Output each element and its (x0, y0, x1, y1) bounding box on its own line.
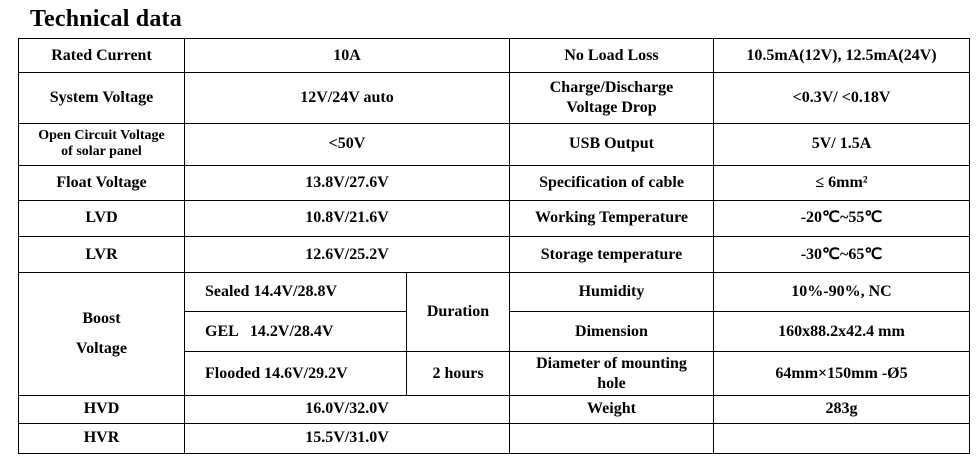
table-row (19, 39, 970, 73)
usb-output-label: USB Output (510, 124, 714, 166)
voltage-drop-value: <0.3V/ <0.18V (714, 73, 970, 124)
dimension-value: 160x88.2x42.4 mm (714, 311, 970, 351)
storage-temperature-label: Storage temperature (510, 237, 714, 273)
system-voltage-value: 12V/24V auto (185, 73, 510, 124)
lvd-label: LVD (19, 200, 185, 236)
humidity-label: Humidity (510, 273, 714, 311)
empty-cell (714, 423, 970, 453)
rated-current-label: Rated Current (19, 39, 185, 73)
boost-sealed-value: Sealed 14.4V/28.8V (185, 273, 407, 311)
float-voltage-label: Float Voltage (19, 165, 185, 200)
hvr-label: HVR (19, 423, 185, 453)
cable-spec-value: ≤ 6mm² (714, 165, 970, 200)
boost-flooded-value: Flooded 14.6V/29.2V (185, 352, 407, 396)
table-row (19, 273, 970, 311)
technical-data-table (18, 38, 970, 454)
boost-voltage-label: Boost Voltage (19, 273, 185, 395)
table-row (19, 395, 970, 423)
table-row (19, 237, 970, 273)
usb-output-value: 5V/ 1.5A (714, 124, 970, 166)
duration-label: Duration (407, 273, 510, 352)
dimension-label: Dimension (510, 311, 714, 351)
working-temperature-value: -20℃~55℃ (714, 200, 970, 236)
no-load-loss-value: 10.5mA(12V), 12.5mA(24V) (714, 39, 970, 73)
humidity-value: 10%-90%, NC (714, 273, 970, 311)
float-voltage-value: 13.8V/27.6V (185, 165, 510, 200)
lvr-value: 12.6V/25.2V (185, 237, 510, 273)
table-row (19, 423, 970, 453)
working-temperature-label: Working Temperature (510, 200, 714, 236)
open-circuit-voltage-label: Open Circuit Voltage of solar panel (19, 124, 185, 166)
hvd-label: HVD (19, 395, 185, 423)
weight-value: 283g (714, 395, 970, 423)
voltage-drop-label: Charge/Discharge Voltage Drop (510, 73, 714, 124)
system-voltage-label: System Voltage (19, 73, 185, 124)
table-row (19, 165, 970, 200)
no-load-loss-label: No Load Loss (510, 39, 714, 73)
table-row (19, 200, 970, 236)
boost-gel-value: GEL 14.2V/28.4V (185, 311, 407, 351)
hvd-value: 16.0V/32.0V (185, 395, 510, 423)
mounting-hole-value: 64mm×150mm -Ø5 (714, 352, 970, 396)
open-circuit-voltage-value: <50V (185, 124, 510, 166)
table-row (19, 73, 970, 124)
lvr-label: LVR (19, 237, 185, 273)
storage-temperature-value: -30℃~65℃ (714, 237, 970, 273)
weight-label: Weight (510, 395, 714, 423)
cable-spec-label: Specification of cable (510, 165, 714, 200)
empty-cell (510, 423, 714, 453)
duration-value: 2 hours (407, 352, 510, 396)
rated-current-value: 10A (185, 39, 510, 73)
mounting-hole-label: Diameter of mounting hole (510, 352, 714, 396)
lvd-value: 10.8V/21.6V (185, 200, 510, 236)
table-row (19, 124, 970, 166)
page-title: Technical data (30, 6, 182, 32)
hvr-value: 15.5V/31.0V (185, 423, 510, 453)
